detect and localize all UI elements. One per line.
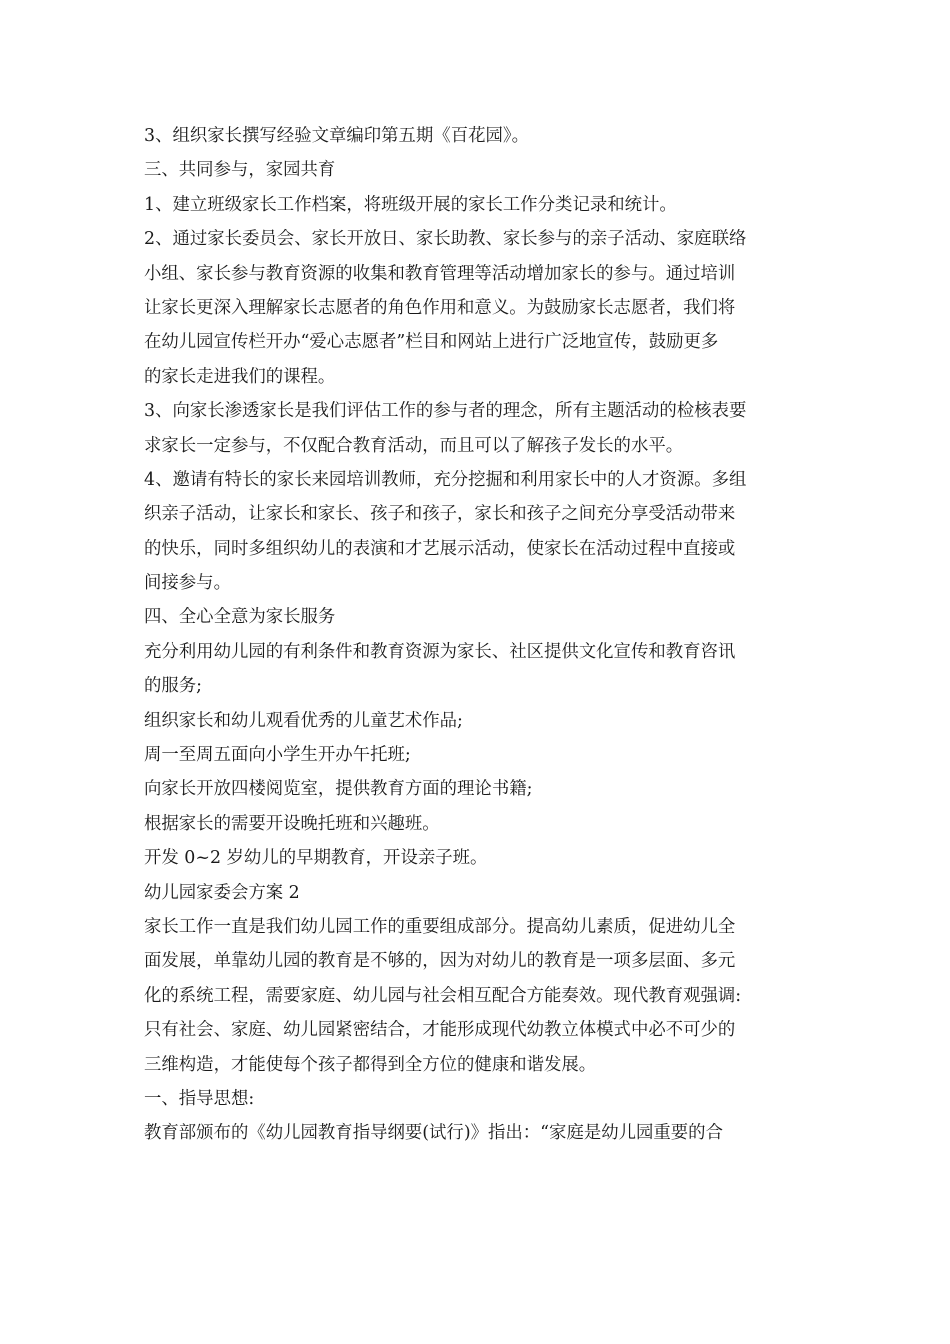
section-heading: 四、全心全意为家长服务 [144,607,336,628]
text-line: 求家长一定参与，不仅配合教育活动，而且可以了解孩子发长的水平。 [144,435,684,456]
text-line: 2、通过家长委员会、家长开放日、家长助教、家长参与的亲子活动、家庭联络 [144,229,747,250]
text-line: 的服务; [144,676,203,697]
text-line: 面发展，单靠幼儿园的教育是不够的，因为对幼儿的教育是一项多层面、多元 [144,951,736,972]
document-body [144,119,826,1151]
text-line: 3、向家长渗透家长是我们评估工作的参与者的理念，所有主题活动的检核表要 [144,401,747,422]
text-line: 间接参与。 [144,573,231,594]
section-heading: 一、指导思想: [144,1088,255,1109]
text-line: 家长工作一直是我们幼儿园工作的重要组成部分。提高幼儿素质，促进幼儿全 [144,916,736,937]
text-line: 充分利用幼儿园的有利条件和教育资源为家长、社区提供文化宣传和教育咨讯 [144,641,736,662]
text-line: 1、建立班级家长工作档案，将班级开展的家长工作分类记录和统计。 [144,194,677,215]
text-line: 教育部颁布的《幼儿园教育指导纲要(试行)》指出：“家庭是幼儿园重要的合 [144,1123,723,1144]
text-line: 向家长开放四楼阅览室，提供教育方面的理论书籍; [144,779,533,800]
text-line: 的家长走进我们的课程。 [144,366,336,387]
text-line: 小组、家长参与教育资源的收集和教育管理等活动增加家长的参与。通过培训 [144,263,736,284]
text-line: 4、邀请有特长的家长来园培训教师，充分挖掘和利用家长中的人才资源。多组 [144,469,747,490]
text-line: 的快乐，同时多组织幼儿的表演和才艺展示活动，使家长在活动过程中直接或 [144,538,736,559]
text-line: 只有社会、家庭、幼儿园紧密结合，才能形成现代幼教立体模式中必不可少的 [144,1020,736,1041]
text-line: 开发 0~2 岁幼儿的早期教育，开设亲子班。 [144,848,488,869]
text-line: 化的系统工程，需要家庭、幼儿园与社会相互配合方能奏效。现代教育观强调: [144,985,742,1006]
text-line: 让家长更深入理解家长志愿者的角色作用和意义。为鼓励家长志愿者，我们将 [144,297,736,318]
text-line: 织亲子活动，让家长和家长、孩子和孩子，家长和孩子之间充分享受活动带来 [144,504,736,525]
document-subtitle: 幼儿园家委会方案 2 [144,882,300,903]
text-line: 三维构造，才能使每个孩子都得到全方位的健康和谐发展。 [144,1054,597,1075]
text-line: 在幼儿园宣传栏开办“爱心志愿者”栏目和网站上进行广泛地宣传，鼓励更多 [144,332,719,353]
text-line: 组织家长和幼儿观看优秀的儿童艺术作品; [144,710,463,731]
text-line: 周一至周五面向小学生开办午托班; [144,745,411,766]
text-line: 根据家长的需要开设晚托班和兴趣班。 [144,813,440,834]
section-heading: 三、共同参与，家园共育 [144,160,336,181]
text-line: 3、组织家长撰写经验文章编印第五期《百花园》。 [144,126,529,146]
